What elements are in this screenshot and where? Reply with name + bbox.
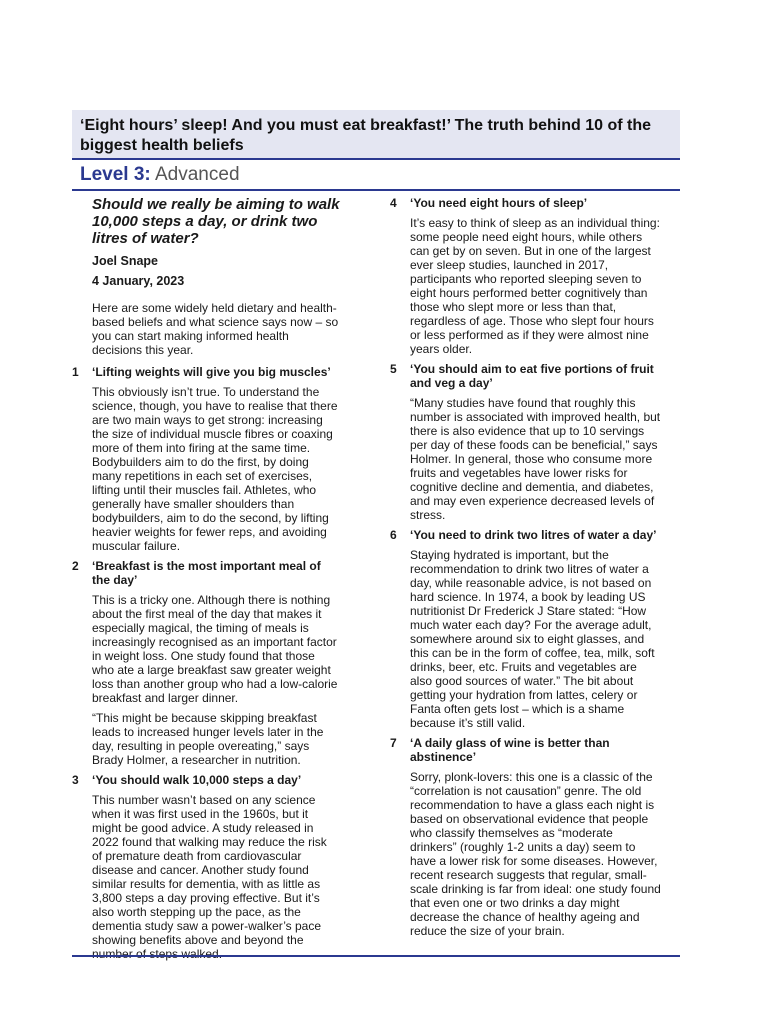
section-number: 7 bbox=[390, 736, 397, 750]
section-5 bbox=[390, 362, 662, 522]
section-1 bbox=[72, 365, 340, 553]
section-heading: ‘You need to drink two litres of water a day’ bbox=[410, 528, 657, 542]
article-subtitle: Should we really be aiming to walk 10,000 steps a day, or drink two litres of water? bbox=[92, 196, 340, 247]
section-number: 5 bbox=[390, 362, 397, 376]
section-paragraph: Staying hydrated is important, but the recommendation to drink two litres of water a day, while reasonable advice, is not based on hard science. In 1974, a book by leading US nutritionist Dr Frederick J Stare stated: “How much water each day? For the average adult, somewhere around six to eight glasses, and this can be in the form of coffee, tea, milk, soft drinks, beer, etc. Fruits and vegetables are also good sources of water.” The bit about getting your hydration from lattes, celery or Fanta often gets lost – which is a shame because it’s still valid. bbox=[410, 548, 655, 730]
section-4 bbox=[390, 196, 662, 356]
bottom-divider bbox=[72, 955, 680, 957]
section-number: 2 bbox=[72, 559, 79, 573]
level-label: Level 3: bbox=[80, 164, 151, 185]
section-3 bbox=[72, 773, 340, 961]
left-column bbox=[72, 196, 340, 967]
title-band bbox=[72, 110, 680, 160]
section-paragraph: This is a tricky one. Although there is nothing about the first meal of the day that makes it especially magical, the timing of meals is increasingly recognised as an important factor in weight loss. One study found that those who ate a large breakfast saw greater weight loss than another group who had a low-calorie breakfast and larger dinner. bbox=[92, 593, 338, 705]
section-paragraph: It’s easy to think of sleep as an individual thing: some people need eight hours, while others can get by on seven. But in one of the largest ever sleep studies, launched in 2017, participants who reported sleeping seven to eight hours performed better cognitively than those who slept more or less than that, regardless of age. Those who slept four hours or less performed as if they were almost nine years older. bbox=[410, 216, 660, 356]
section-heading: ‘Lifting weights will give you big muscles’ bbox=[92, 365, 331, 379]
section-6 bbox=[390, 528, 662, 730]
section-number: 3 bbox=[72, 773, 79, 787]
section-paragraph: Sorry, plonk-lovers: this one is a classic of the “correlation is not causation” genre. The old recommendation to have a glass each night is based on observational evidence that people who classify themselves as “moderate drinkers” (roughly 1-2 units a day) seem to have a lower risk for some diseases. However, recent research suggests that regular, small-scale drinking is far from ideal: one study found that even one or two drinks a day might decrease the chance of healthy ageing and reduce the size of your brain. bbox=[410, 770, 661, 938]
section-heading: ‘You should aim to eat five portions of fruit and veg a day’ bbox=[410, 362, 654, 390]
section-number: 4 bbox=[390, 196, 397, 210]
section-paragraph: “This might be because skipping breakfast leads to increased hunger levels later in the day, resulting in people overeating,” says Brady Holmer, a researcher in nutrition. bbox=[92, 711, 324, 767]
section-paragraph: This number wasn’t based on any science when it was first used in the 1960s, but it might be good advice. A study released in 2022 found that walking may reduce the risk of premature death from cardiovascular disease and cancer. Another study found similar results for dementia, with as little as 3,800 steps a day proving effective. But it’s also worth stepping up the pace, as the dementia study saw a power-walker’s pace showing benefits above and beyond the number of steps walked. bbox=[92, 793, 327, 961]
level-indicator bbox=[72, 161, 680, 191]
section-number: 6 bbox=[390, 528, 397, 542]
section-heading: ‘You should walk 10,000 steps a day’ bbox=[92, 773, 302, 787]
section-2 bbox=[72, 559, 340, 767]
section-heading: ‘A daily glass of wine is better than abstinence’ bbox=[410, 736, 610, 764]
publish-date: 4 January, 2023 bbox=[92, 274, 185, 288]
section-heading: ‘Breakfast is the most important meal of the day’ bbox=[92, 559, 321, 587]
intro-paragraph: Here are some widely held dietary and health-based beliefs and what science says now – so you can start making informed health decisions this year. bbox=[92, 301, 339, 357]
level-name: Advanced bbox=[155, 164, 240, 185]
article-title: ‘Eight hours’ sleep! And you must eat breakfast!’ The truth behind 10 of the biggest health beliefs bbox=[80, 117, 652, 154]
section-paragraph: “Many studies have found that roughly this number is associated with improved health, but there is also evidence that up to 10 servings per day of these foods can be beneficial,” says Holmer. In general, those who consume more fruits and vegetables have lower risks for cognitive decline and dementia, and diabetes, and may even experience decreased levels of stress. bbox=[410, 396, 661, 522]
section-paragraph: This obviously isn’t true. To understand the science, though, you have to realise that there are two main ways to get strong: increasing the size of individual muscle fibres or coaxing more of them into firing at the same time. Bodybuilders aim to do the first, by doing many repetitions in each set of exercises, lifting until their muscles fail. Athletes, who generally have smaller shoulders than bodybuilders, aim to do the second, by lifting heavier weights for fewer reps, and avoiding muscular failure. bbox=[92, 385, 338, 553]
section-heading: ‘You need eight hours of sleep’ bbox=[410, 196, 588, 210]
section-number: 1 bbox=[72, 365, 79, 379]
right-column bbox=[390, 196, 662, 944]
author: Joel Snape bbox=[92, 254, 158, 268]
section-7 bbox=[390, 736, 662, 938]
